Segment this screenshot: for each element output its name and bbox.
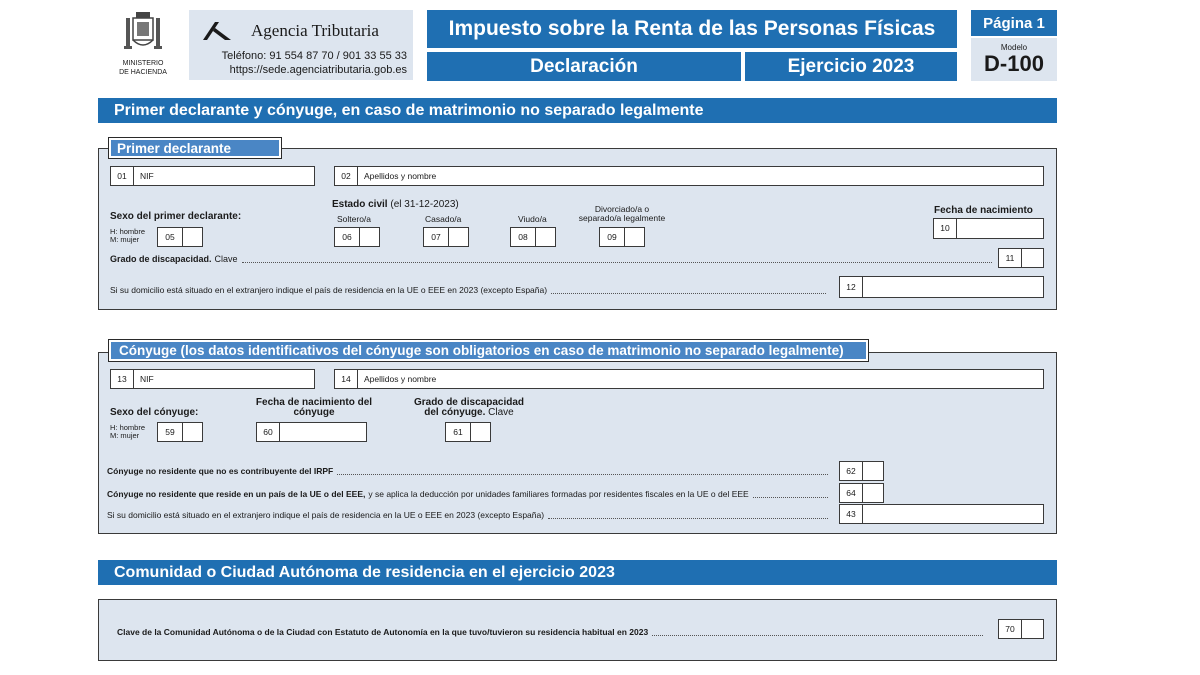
spouse-sex-hint2: M: mujer: [110, 431, 140, 440]
spouse-eu-label-rest: y se aplica la deducción por unidades familiares formadas por residentes fiscales en la UE o del EEE: [368, 489, 749, 499]
first-sex-hint1: H: hombre: [110, 227, 146, 236]
field-64-eu[interactable]: [839, 483, 884, 503]
spouse-disab-key: Clave: [488, 407, 514, 418]
abroad-label: Si su domicilio está situado en el extranjero indique el país de residencia en la UE o EEE en 2023 (excepto España): [110, 285, 548, 295]
divorced-label2: separado/a legalmente: [578, 213, 666, 223]
ministry-logo: [108, 10, 178, 76]
fiscal-year: Ejercicio 2023: [745, 52, 957, 81]
spouse-disab-label2: del cónyuge.: [424, 407, 486, 418]
field-14-number: 14: [335, 370, 358, 388]
region-label: Clave de la Comunidad Autónoma o de la Ciudad con Estatuto de Autonomía en la que tuvo/tuvieron su residencia habitual en 2023: [117, 627, 649, 637]
agency-phone: Teléfono: 91 554 87 70 / 901 33 55 33: [221, 50, 407, 62]
field-09-number: 09: [600, 228, 625, 246]
abroad-leader: [551, 292, 826, 294]
spouse-birth-label: [243, 398, 385, 418]
field-60-spouse-birth[interactable]: [256, 422, 367, 442]
first-sex-hint: [110, 228, 145, 244]
field-12-country[interactable]: [839, 276, 1044, 298]
field-01-number: 01: [111, 167, 134, 185]
disability-label: Grado de discapacidad.: [110, 254, 212, 264]
field-09-divorced[interactable]: [599, 227, 645, 247]
spouse-nonres-label: Cónyuge no residente que no es contribuyente del IRPF: [107, 466, 334, 476]
field-06-number: 06: [335, 228, 360, 246]
field-59-spouse-sex[interactable]: [157, 422, 203, 442]
field-02-number: 02: [335, 167, 358, 185]
spouse-abroad-row: [107, 508, 832, 522]
spouse-sex-hint: [110, 424, 145, 440]
main-title: Impuesto sobre la Renta de las Personas Físicas: [427, 10, 957, 48]
field-02-label: Apellidos y nombre: [364, 171, 437, 181]
region-row: [117, 625, 987, 639]
field-13-label: NIF: [140, 374, 154, 384]
region-leader: [652, 634, 983, 636]
field-12-number: 12: [840, 277, 863, 297]
spouse-birth-label1: Fecha de nacimiento del: [255, 397, 373, 408]
spouse-sex-hint1: H: hombre: [110, 423, 146, 432]
field-43-spouse-country[interactable]: [839, 504, 1044, 524]
field-61-spouse-disability[interactable]: [445, 422, 491, 442]
model-label: Modelo: [1000, 43, 1028, 52]
spouse-sex-label: Sexo del cónyuge:: [110, 407, 199, 418]
subtitle: Declaración: [427, 52, 741, 81]
field-08-number: 08: [511, 228, 536, 246]
field-60-number: 60: [257, 423, 280, 441]
field-64-number: 64: [840, 484, 863, 502]
field-70-region[interactable]: [998, 619, 1044, 639]
field-06-single[interactable]: [334, 227, 380, 247]
field-43-number: 43: [840, 505, 863, 523]
ministry-line2: DE HACIENDA: [119, 69, 167, 76]
civil-status-date: (el 31-12-2023): [390, 199, 459, 210]
model-code: D-100: [984, 51, 1044, 76]
field-07-married[interactable]: [423, 227, 469, 247]
civil-status-title: [332, 199, 459, 210]
single-label: Soltero/a: [337, 214, 372, 224]
agency-name: Agencia Tributaria: [251, 21, 379, 40]
divorced-label1: Divorciado/a o: [594, 204, 650, 214]
field-11-disability[interactable]: [998, 248, 1044, 268]
spouse-disab-label1: Grado de discapacidad: [413, 397, 525, 408]
spouse-eu-leader: [753, 496, 828, 498]
field-05-sex[interactable]: [157, 227, 203, 247]
married-label: Casado/a: [425, 214, 462, 224]
birth-date-label: Fecha de nacimiento: [934, 205, 1033, 216]
first-declarant-tab: [108, 137, 282, 159]
spouse-tab: [108, 339, 869, 362]
abroad-row: [110, 283, 830, 297]
field-61-number: 61: [446, 423, 471, 441]
spouse-eu-label-bold: Cónyuge no residente que reside en un país de la UE o del EEE,: [107, 489, 366, 499]
field-02-name[interactable]: [334, 166, 1044, 186]
first-sex-label: Sexo del primer declarante:: [110, 211, 242, 222]
first-sex-hint2: M: mujer: [110, 235, 140, 244]
disability-row: [110, 252, 996, 266]
page-number: Página 1: [971, 10, 1057, 36]
divorced-label: [576, 205, 668, 223]
field-14-label: Apellidos y nombre: [364, 374, 437, 384]
widowed-label: Viudo/a: [518, 214, 547, 224]
field-05-number: 05: [158, 228, 183, 246]
field-70-number: 70: [999, 620, 1022, 638]
field-62-number: 62: [840, 462, 863, 480]
field-01-label: NIF: [140, 171, 154, 181]
model-box: [971, 38, 1057, 81]
agency-box: [189, 10, 413, 80]
field-07-number: 07: [424, 228, 449, 246]
civil-status-label: Estado civil: [332, 199, 388, 210]
disability-leader: [242, 261, 992, 263]
coat-of-arms-icon: [108, 10, 178, 54]
section2-title: Comunidad o Ciudad Autónoma de residencia en el ejercicio 2023: [98, 560, 1057, 585]
spouse-abroad-label: Si su domicilio está situado en el extranjero indique el país de residencia en la UE o EEE en 2023 (excepto España): [107, 510, 545, 520]
spouse-eu-row: [107, 487, 832, 501]
disability-key: Clave: [214, 254, 238, 264]
agency-url: https://sede.agenciatributaria.gob.es: [229, 64, 407, 76]
section1-title: Primer declarante y cónyuge, en caso de matrimonio no separado legalmente: [98, 98, 1057, 123]
field-13-spouse-nif[interactable]: [110, 369, 315, 389]
spouse-birth-label2: cónyuge: [293, 407, 335, 418]
field-14-spouse-name[interactable]: [334, 369, 1044, 389]
spouse-tab-label: Cónyuge (los datos identificativos del cónyuge son obligatorios en caso de matrimonio no separado legalmente): [119, 343, 844, 358]
field-62-nonres[interactable]: [839, 461, 884, 481]
field-10-number: 10: [934, 219, 957, 238]
field-13-number: 13: [111, 370, 134, 388]
field-10-birth-date[interactable]: [933, 218, 1044, 239]
ministry-line1: MINISTERIO: [122, 60, 164, 67]
agency-logo-icon: [201, 20, 235, 42]
field-08-widowed[interactable]: [510, 227, 556, 247]
spouse-abroad-leader: [548, 517, 828, 519]
field-11-number: 11: [999, 249, 1022, 267]
spouse-nonres-row: [107, 464, 832, 478]
spouse-disab-label: [404, 398, 534, 418]
spouse-nonres-leader: [337, 473, 828, 475]
field-01-nif[interactable]: [110, 166, 315, 186]
field-59-number: 59: [158, 423, 183, 441]
first-declarant-tab-label: Primer declarante: [117, 140, 232, 156]
